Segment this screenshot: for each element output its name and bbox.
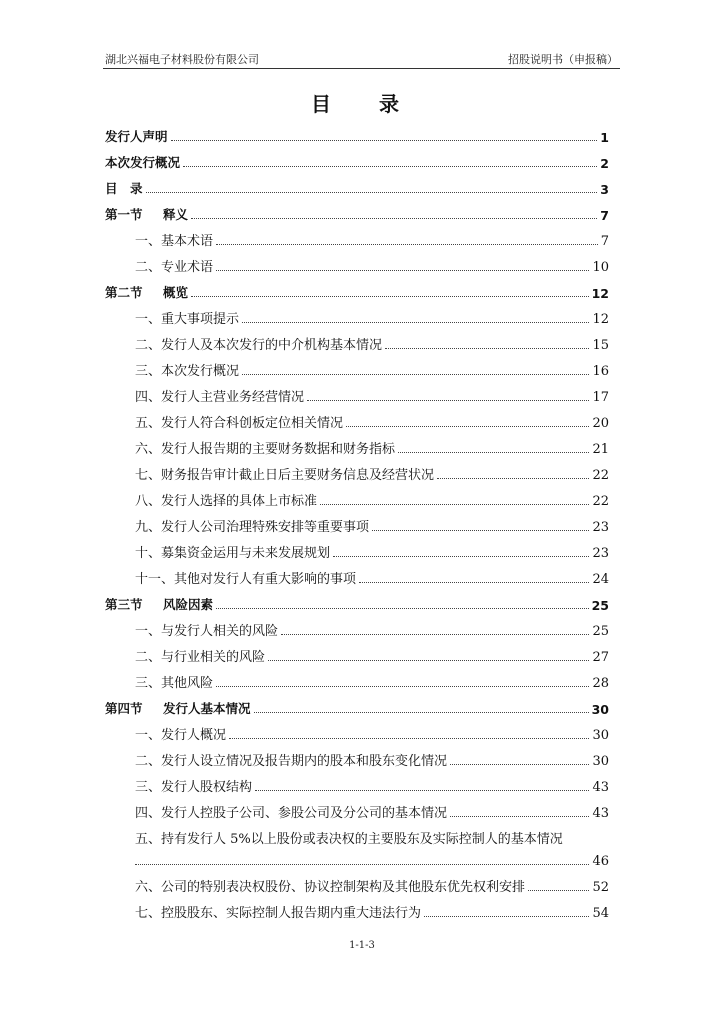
toc-entry-label: 七、财务报告审计截止日后主要财务信息及经营状况 [135,468,435,483]
toc-entry-page: 22 [592,468,609,483]
toc-entry-label: 十一、其他对发行人有重大影响的事项 [135,572,357,587]
toc-entry-page: 7 [600,234,609,249]
toc-entry[interactable] [105,743,609,769]
toc-entry[interactable] [105,301,609,327]
toc-entry-label: 二、发行人及本次发行的中介机构基本情况 [135,338,383,353]
toc-entry[interactable] [105,327,609,353]
toc-dot-leader [135,864,589,865]
table-of-contents [105,119,609,921]
toc-dot-leader [191,218,597,219]
toc-entry-page: 43 [592,780,609,795]
toc-dot-leader [229,738,589,739]
toc-dot-leader [242,322,589,323]
toc-entry-label: 四、发行人主营业务经营情况 [135,390,305,405]
toc-entry-page: 12 [592,312,609,327]
toc-dot-leader [216,686,589,687]
toc-chapter[interactable] [105,587,609,613]
toc-entry-label: 第二节 概览 [105,285,189,300]
header-divider [103,68,620,69]
toc-chapter-number: 第一节 [105,207,143,222]
toc-entry[interactable] [105,665,609,691]
toc-entry-label: 三、发行人股权结构 [135,780,253,795]
toc-dot-leader [372,530,589,531]
toc-chapter[interactable] [105,275,609,301]
header-company: 湖北兴福电子材料股份有限公司 [105,53,259,66]
toc-entry-page: 46 [592,854,609,869]
toc-dot-leader [450,764,589,765]
toc-dot-leader [191,296,589,297]
toc-entry-label: 目 录 [105,181,143,196]
toc-entry[interactable] [105,717,609,743]
toc-entry-page: 43 [592,806,609,821]
toc-dot-leader [437,478,589,479]
toc-dot-leader [385,348,589,349]
header-doc-type: 招股说明书（申报稿） [508,53,618,66]
toc-entry-continuation[interactable] [105,847,609,869]
toc-dot-leader [398,452,589,453]
toc-entry-label: 二、与行业相关的风险 [135,650,266,665]
toc-entry-label: 三、其他风险 [135,676,214,691]
toc-chapter-number: 第四节 [105,701,143,716]
toc-entry-page: 25 [591,598,609,613]
toc-entry-label: 二、发行人设立情况及报告期内的股本和股东变化情况 [135,754,448,769]
toc-dot-leader [281,634,589,635]
toc-entry-label: 八、发行人选择的具体上市标准 [135,494,318,509]
toc-entry[interactable] [105,483,609,509]
toc-entry-page: 30 [592,754,609,769]
toc-dot-leader [333,556,589,557]
toc-dot-leader [320,504,589,505]
toc-chapter[interactable] [105,691,609,717]
toc-entry[interactable] [105,353,609,379]
toc-entry-label: 二、专业术语 [135,260,214,275]
toc-chapter-number: 第三节 [105,597,143,612]
toc-entry-page: 23 [592,546,609,561]
toc-entry-page: 3 [600,182,609,197]
toc-dot-leader [359,582,589,583]
toc-entry[interactable] [105,509,609,535]
toc-entry-label: 五、发行人符合科创板定位相关情况 [135,416,344,431]
toc-entry[interactable] [105,769,609,795]
toc-entry-page: 16 [592,364,609,379]
toc-dot-leader [424,916,589,917]
toc-entry-page: 17 [592,390,609,405]
toc-entry-page: 10 [592,260,609,275]
toc-entry-label: 六、公司的特别表决权股份、协议控制架构及其他股东优先权利安排 [135,880,526,895]
toc-dot-leader [255,790,589,791]
toc-entry-label: 一、与发行人相关的风险 [135,624,279,639]
toc-dot-leader [346,426,589,427]
toc-entry[interactable] [105,639,609,665]
toc-entry-page: 30 [592,728,609,743]
toc-entry-page: 30 [591,702,609,717]
toc-entry[interactable] [105,405,609,431]
toc-entry[interactable] [105,895,609,921]
toc-entry-page: 1 [600,130,609,145]
toc-entry-label: 本次发行概况 [105,155,181,170]
toc-chapter-number: 第二节 [105,285,143,300]
toc-chapter[interactable] [105,119,609,145]
toc-entry-page: 25 [592,624,609,639]
toc-dot-leader [216,244,598,245]
toc-entry-label: 七、控股股东、实际控制人报告期内重大违法行为 [135,906,422,921]
toc-chapter[interactable] [105,145,609,171]
toc-entry-page: 22 [592,494,609,509]
toc-entry[interactable] [105,561,609,587]
toc-entry[interactable] [105,379,609,405]
toc-entry-page: 52 [592,880,609,895]
toc-entry-label: 第三节 风险因素 [105,597,214,612]
toc-dot-leader [242,374,589,375]
toc-chapter[interactable] [105,197,609,223]
running-header [105,51,618,67]
toc-entry[interactable] [105,821,609,847]
toc-entry-page: 54 [592,906,609,921]
toc-entry-label: 六、发行人报告期的主要财务数据和财务指标 [135,442,396,457]
toc-entry[interactable] [105,869,609,895]
toc-entry-page: 27 [592,650,609,665]
toc-entry-label: 一、发行人概况 [135,728,227,743]
toc-entry-label: 四、发行人控股子公司、参股公司及分公司的基本情况 [135,806,448,821]
toc-entry-page: 12 [591,286,609,301]
toc-dot-leader [216,608,589,609]
toc-entry[interactable] [105,535,609,561]
toc-dot-leader [307,400,589,401]
toc-entry-page: 15 [592,338,609,353]
toc-entry-page: 20 [592,416,609,431]
toc-entry-label: 第一节 释义 [105,207,189,222]
toc-entry-page: 21 [592,442,609,457]
toc-dot-leader [171,140,598,141]
toc-entry-label: 一、重大事项提示 [135,312,240,327]
toc-dot-leader [450,816,589,817]
toc-entry-page: 28 [592,676,609,691]
toc-entry-label: 九、发行人公司治理特殊安排等重要事项 [135,520,370,535]
toc-entry-label: 十、募集资金运用与未来发展规划 [135,546,331,561]
toc-dot-leader [528,890,589,891]
toc-entry-label: 第四节 发行人基本情况 [105,701,251,716]
toc-entry-label: 一、基本术语 [135,234,214,249]
toc-dot-leader [183,166,597,167]
toc-entry-page: 23 [592,520,609,535]
toc-dot-leader [216,270,589,271]
toc-entry-page: 2 [600,156,609,171]
toc-entry[interactable] [105,457,609,483]
toc-entry[interactable] [105,613,609,639]
toc-dot-leader [146,192,598,193]
toc-entry-label: 三、本次发行概况 [135,364,240,379]
toc-entry[interactable] [105,223,609,249]
toc-entry[interactable] [105,795,609,821]
toc-entry-page: 24 [592,572,609,587]
toc-entry-page: 7 [600,208,609,223]
toc-entry[interactable] [105,431,609,457]
toc-dot-leader [254,712,589,713]
page-title: 目 录 [311,92,413,116]
page-number: 1-1-3 [349,940,375,951]
toc-entry-label: 五、持有发行人 5%以上股份或表决权的主要股东及实际控制人的基本情况 [135,832,563,847]
toc-chapter[interactable] [105,171,609,197]
toc-entry[interactable] [105,249,609,275]
toc-dot-leader [268,660,589,661]
toc-entry-label: 发行人声明 [105,129,168,144]
